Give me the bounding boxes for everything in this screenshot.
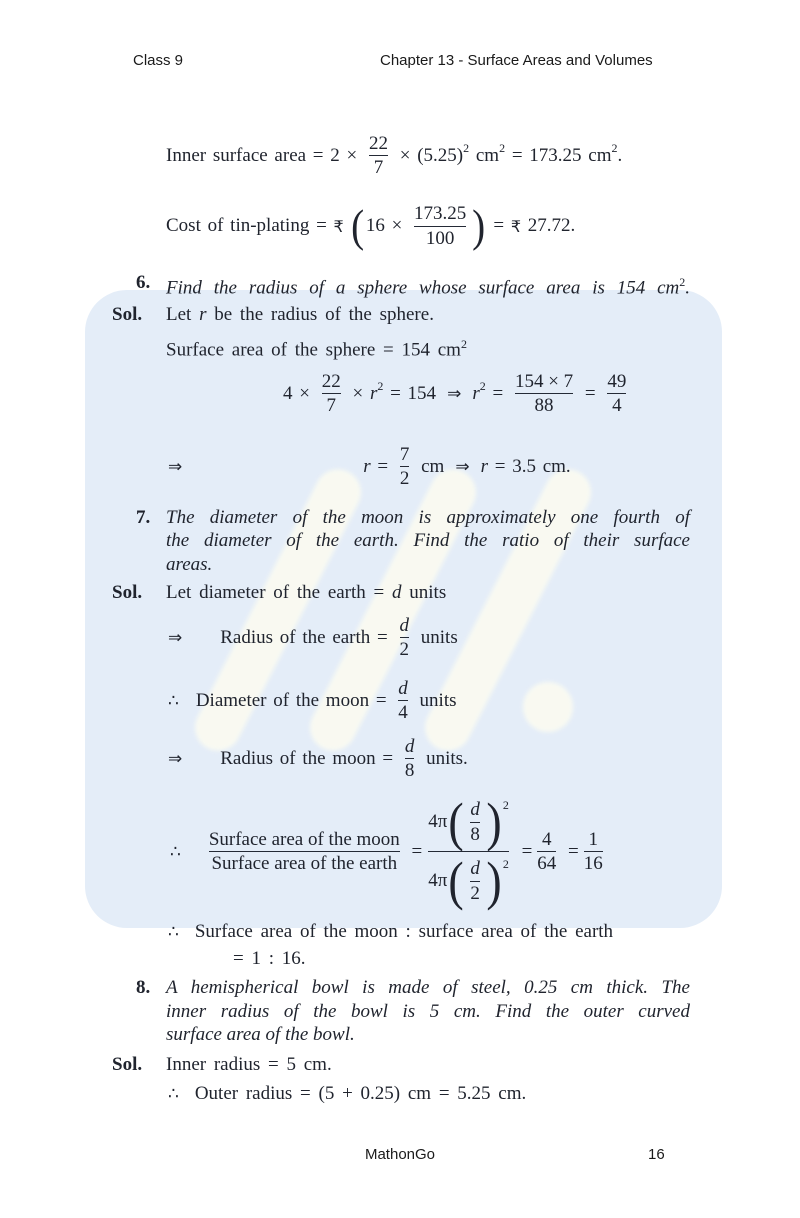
solution-text: Let diameter of the earth = xyxy=(166,582,393,603)
therefore-symbol: ∴ xyxy=(168,922,179,942)
fraction-numerator: 22 xyxy=(369,133,388,154)
fraction-154x7-88 xyxy=(515,371,573,417)
fraction-numerator: d xyxy=(470,799,480,821)
equation-text: = xyxy=(370,455,395,477)
implies-arrow: ⇒ xyxy=(168,456,183,477)
question-7-line-3: areas. xyxy=(166,554,213,575)
solution-text: be the radius of the sphere. xyxy=(206,304,434,325)
fraction-bar xyxy=(405,758,415,759)
fraction-denominator: 100 xyxy=(425,227,455,249)
equation-text: = xyxy=(578,382,603,404)
equation-text: 16 × xyxy=(365,215,410,236)
solution-7-label: Sol. xyxy=(112,582,143,603)
fraction-bar xyxy=(607,393,626,394)
equation-text: 4 × xyxy=(283,382,317,404)
fraction-denominator: 2 xyxy=(470,882,480,904)
fraction-denominator: 7 xyxy=(326,395,336,417)
equation-r-value xyxy=(168,444,571,490)
solution-8-line-1: Inner radius = 5 cm. xyxy=(166,1054,332,1075)
solution-text: Surface area of the sphere = 154 cm xyxy=(166,339,461,361)
fraction-numerator: Surface area of the moon xyxy=(208,828,400,850)
implies-arrow: ⇒ xyxy=(455,456,470,477)
solution-8-label: Sol. xyxy=(112,1054,143,1075)
fraction-22-7 xyxy=(369,133,388,179)
equation-text: units xyxy=(414,626,458,648)
header-chapter-title: Chapter 13 - Surface Areas and Volumes xyxy=(380,52,653,69)
big-fraction-denominator xyxy=(428,851,509,911)
equation-text: × xyxy=(345,382,370,404)
question-text: . xyxy=(685,277,690,299)
equation-text: = 154 xyxy=(383,382,437,404)
big-left-paren: ( xyxy=(448,851,464,911)
equation-text: 27.72. xyxy=(521,215,576,236)
fraction-1-16 xyxy=(584,829,603,875)
question-8-number: 8. xyxy=(136,977,151,998)
fraction-bar xyxy=(400,637,410,638)
fraction-denominator: 7 xyxy=(373,157,384,179)
fraction-d-2 xyxy=(470,858,480,904)
fraction-49-4 xyxy=(607,371,626,417)
question-text: Find the radius of a sphere whose surface area is 154 cm xyxy=(166,277,680,299)
equation-text: = xyxy=(486,215,511,236)
fraction-bar xyxy=(515,393,573,394)
solution-text: Let xyxy=(166,304,200,325)
equation-text: Diameter of the moon = xyxy=(195,689,394,711)
implies-arrow: ⇒ xyxy=(168,627,183,648)
superscript: 2 xyxy=(463,141,470,156)
fraction-bar xyxy=(322,393,341,394)
fraction-bar xyxy=(470,822,480,823)
fraction-bar xyxy=(369,155,388,156)
fraction-denominator: 4 xyxy=(398,702,408,724)
fraction-bar xyxy=(398,700,408,701)
superscript: 2 xyxy=(479,379,486,394)
superscript: 2 xyxy=(377,379,384,394)
superscript: 2 xyxy=(502,798,509,812)
equation-text: 4π xyxy=(428,811,448,832)
equation-text: = 3.5 cm. xyxy=(488,455,571,477)
big-right-paren: ) xyxy=(486,792,502,852)
solution-6-line-1 xyxy=(166,303,434,326)
solution-6-label: Sol. xyxy=(112,304,143,325)
fraction-denominator: 4 xyxy=(612,395,622,417)
fraction-denominator: 64 xyxy=(537,853,557,874)
fraction-bar xyxy=(209,851,400,852)
fraction-surface-areas xyxy=(209,829,400,875)
big-left-paren: ( xyxy=(448,792,464,852)
fraction-numerator: d xyxy=(470,858,480,880)
fraction-denominator: Surface area of the earth xyxy=(211,853,398,874)
equation-text: cm xyxy=(469,144,500,166)
variable-r: r xyxy=(199,304,207,325)
variable-d: d xyxy=(392,582,402,603)
equation-text: Radius of the moon = xyxy=(220,747,400,769)
equation-text: . xyxy=(617,144,623,166)
therefore-symbol: ∴ xyxy=(168,1084,179,1104)
superscript: 2 xyxy=(460,337,467,351)
big-fraction xyxy=(428,792,509,911)
fraction-numerator: 4 xyxy=(542,828,552,850)
fraction-bar xyxy=(584,851,603,852)
fraction-numerator: 173.25 xyxy=(414,203,467,225)
solution-8-line-2 xyxy=(168,1082,526,1106)
equation-cost-tin-plating xyxy=(166,200,576,251)
equals-sign: = xyxy=(411,840,423,862)
equation-text: Inner surface area = 2 × xyxy=(166,144,364,166)
equation-text: = xyxy=(485,382,510,404)
conclusion-7-line-2: = 1 : 16. xyxy=(233,948,306,969)
variable-r: r xyxy=(369,382,378,404)
equation-text: × (5.25) xyxy=(393,144,464,166)
fraction-7-2 xyxy=(400,444,410,490)
equation-inner-surface-area xyxy=(166,133,622,179)
rupee-symbol: ₹ xyxy=(333,216,344,236)
therefore-symbol: ∴ xyxy=(168,690,179,711)
equals-sign: = xyxy=(521,840,533,862)
fraction-bar xyxy=(414,226,466,227)
question-7-line-1: The diameter of the moon is approximately one fourth of xyxy=(166,507,690,528)
fraction-numerator: 49 xyxy=(607,371,627,392)
fraction-numerator: 7 xyxy=(399,444,410,465)
fraction-22-7 xyxy=(322,371,341,417)
fraction-bar xyxy=(470,881,480,882)
big-right-paren: ) xyxy=(472,200,486,251)
question-7-number: 7. xyxy=(136,507,151,528)
solution-6-line-2 xyxy=(166,333,467,361)
equals-sign: = xyxy=(568,840,579,862)
question-6-number: 6. xyxy=(136,272,151,293)
variable-r: r xyxy=(363,455,371,477)
superscript: 2 xyxy=(499,141,506,156)
fraction-denominator: 2 xyxy=(399,639,410,661)
big-fraction-numerator xyxy=(428,792,509,852)
fraction-denominator: 16 xyxy=(583,853,603,874)
fraction-d-8 xyxy=(405,736,415,782)
equation-text: cm xyxy=(414,455,445,477)
superscript: 2 xyxy=(502,857,509,871)
equation-text: Cost of tin-plating = xyxy=(166,215,334,236)
header-class: Class 9 xyxy=(133,52,184,69)
conclusion-text: Surface area of the moon : surface area of the earth xyxy=(194,921,614,942)
variable-r: r xyxy=(472,382,480,404)
equation-text: 4π xyxy=(428,870,448,891)
fraction-bar xyxy=(537,851,556,852)
equation-diameter-moon xyxy=(168,678,457,724)
variable-r: r xyxy=(480,455,488,477)
solution-text: Outer radius = (5 + 0.25) cm = 5.25 cm. xyxy=(194,1083,527,1104)
question-6-text xyxy=(166,271,690,299)
therefore-symbol: ∴ xyxy=(170,841,181,862)
equation-text: Radius of the earth = xyxy=(220,626,395,648)
fraction-numerator: 1 xyxy=(588,828,599,850)
footer-brand: MathonGo xyxy=(364,1146,436,1163)
rupee-symbol: ₹ xyxy=(510,216,522,236)
big-right-paren: ) xyxy=(486,851,502,911)
fraction-numerator: 154 × 7 xyxy=(514,371,574,392)
fraction-d-2 xyxy=(400,615,410,661)
fraction-denominator: 2 xyxy=(399,468,410,490)
superscript: 2 xyxy=(679,275,686,289)
fraction-d-8 xyxy=(470,799,480,845)
fraction-4-64 xyxy=(537,829,556,875)
fraction-numerator: d xyxy=(398,678,408,699)
page-number: 16 xyxy=(648,1146,665,1163)
equation-text: units. xyxy=(419,747,468,769)
equation-sphere-radius xyxy=(283,371,631,417)
fraction-denominator: 88 xyxy=(534,395,554,417)
fraction-numerator: d xyxy=(399,615,410,636)
fraction-d-4 xyxy=(398,678,408,724)
fraction-denominator: 8 xyxy=(470,823,480,845)
equation-text: = 173.25 cm xyxy=(505,144,612,166)
fraction-numerator: 22 xyxy=(321,371,341,392)
fraction-denominator: 8 xyxy=(404,760,415,782)
fraction-bar xyxy=(400,466,410,467)
fraction-173-100 xyxy=(414,203,466,249)
equation-surface-area-ratio xyxy=(170,792,608,911)
question-8-line-1: A hemispherical bowl is made of steel, 0.25 cm thick. The xyxy=(166,977,690,998)
equation-radius-earth xyxy=(168,615,458,661)
solution-7-line-1 xyxy=(166,581,446,604)
solution-text: units xyxy=(401,582,447,603)
equation-radius-moon xyxy=(168,736,468,782)
question-8-line-3: surface area of the bowl. xyxy=(166,1024,355,1045)
equation-text: units xyxy=(412,689,457,711)
big-left-paren: ( xyxy=(351,200,365,251)
question-8-line-2: inner radius of the bowl is 5 cm. Find the outer curved xyxy=(166,1001,690,1022)
question-7-line-2: the diameter of the earth. Find the ratio of their surface xyxy=(166,530,690,551)
fraction-numerator: d xyxy=(404,736,415,757)
watermark-dot xyxy=(523,682,573,732)
implies-arrow: ⇒ xyxy=(168,748,183,769)
implies-arrow: ⇒ xyxy=(447,383,462,404)
superscript: 2 xyxy=(611,141,618,156)
conclusion-7-line-1 xyxy=(168,920,613,944)
